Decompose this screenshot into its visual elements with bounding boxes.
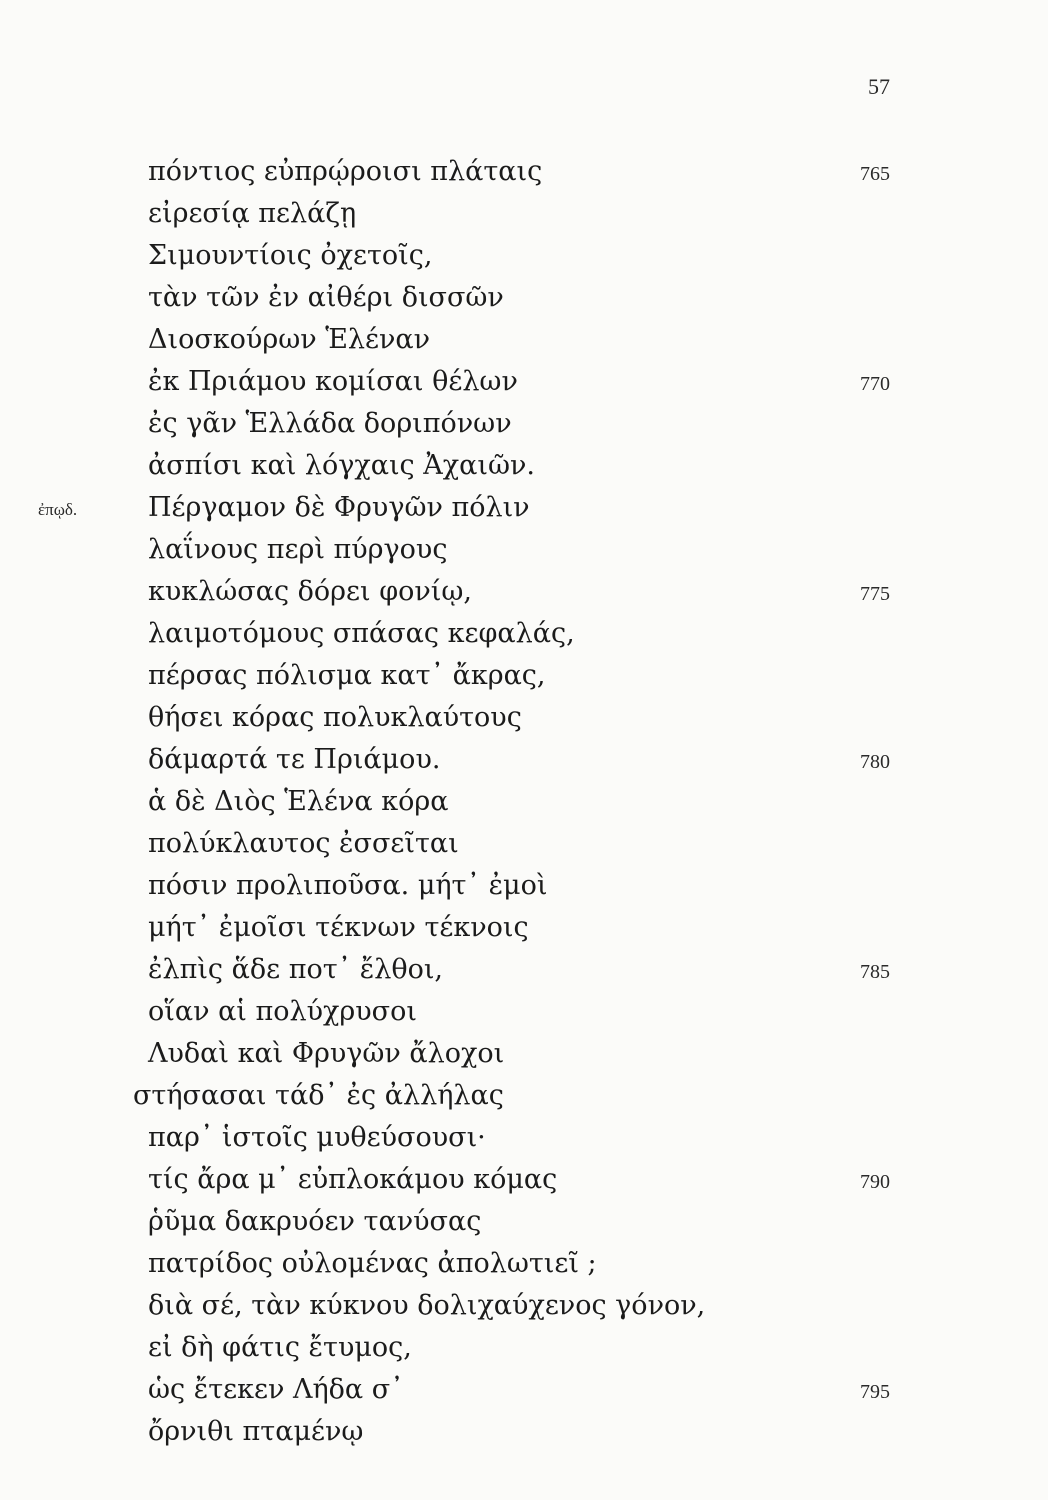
page-number: 57 [868, 74, 890, 99]
verse-line: Λυδαὶ καὶ Φρυγῶν ἄλοχοι [148, 1038, 505, 1069]
verse-line: πέρσας πόλισμα κατ᾽ ἄκρας, [148, 660, 546, 691]
section-label-epode: ἐπῳδ. [38, 500, 78, 519]
verse-line: ῥῦμα δακρυόεν τανύσας [148, 1206, 482, 1237]
verse-line: ἐκ Πριάμου κομίσαι θέλων [148, 366, 518, 397]
line-number: 775 [860, 583, 890, 605]
verse-line: θήσει κόρας πολυκλαύτους [148, 702, 522, 733]
verse-line: πατρίδος οὐλομένας ἀπολωτιεῖ ; [148, 1248, 597, 1279]
verse-line: εἰ δὴ φάτις ἔτυμος, [148, 1332, 412, 1363]
line-number: 770 [860, 373, 890, 395]
verse-line: ἐς γᾶν Ἑλλάδα δοριπόνων [148, 408, 512, 439]
verse-line: διὰ σέ, τὰν κύκνου δολιχαύχενος γόνον, [148, 1290, 706, 1321]
verse-line: πόσιν προλιποῦσα. μήτ᾽ ἐμοὶ [148, 870, 548, 901]
verse-line: δάμαρτά τε Πριάμου. [148, 744, 441, 775]
verse-line: ἀσπίσι καὶ λόγχαις Ἀχαιῶν. [148, 450, 535, 481]
line-number: 780 [860, 751, 890, 773]
verse-line: Πέργαμον δὲ Φρυγῶν πόλιν [148, 492, 530, 523]
verse-line: ὄρνιθι πταμένῳ [148, 1416, 364, 1447]
verse-line: οἵαν αἱ πολύχρυσοι [148, 996, 417, 1027]
line-number: 790 [860, 1171, 890, 1193]
verse-line: ἐλπὶς ἅδε ποτ᾽ ἔλθοι, [148, 954, 443, 985]
verse-line: στήσασαι τάδ᾽ ἐς ἀλλήλας [133, 1080, 504, 1111]
verse-line: ὡς ἔτεκεν Λήδα σ᾽ [148, 1374, 404, 1405]
verse-line: Διοσκούρων Ἑλέναν [148, 324, 431, 355]
verse-line: μήτ᾽ ἐμοῖσι τέκνων τέκνοις [148, 912, 529, 943]
verse-line: τίς ἄρα μ᾽ εὐπλοκάμου κόμας [148, 1164, 558, 1195]
verse-line: κυκλώσας δόρει φονίῳ, [148, 576, 472, 607]
line-number: 765 [860, 163, 890, 185]
verse-line: παρ᾽ ἱστοῖς μυθεύσουσι· [148, 1122, 486, 1153]
verse-line: λαιμοτόμους σπάσας κεφαλάς, [148, 618, 575, 649]
verse-line: Σιμουντίοις ὀχετοῖς, [148, 240, 433, 271]
verse-line: λαΐνους περὶ πύργους [148, 534, 448, 565]
verse-line: ἁ δὲ Διὸς Ἑλένα κόρα [148, 786, 449, 817]
verse-line: εἰρεσίᾳ πελάζῃ [148, 198, 357, 229]
verse-line: πόντιος εὐπρῴροισι πλάταις [148, 156, 543, 187]
verse-line: πολύκλαυτος ἐσσεῖται [148, 828, 459, 859]
line-number: 785 [860, 961, 890, 983]
line-number: 795 [860, 1381, 890, 1403]
verse-line: τὰν τῶν ἐν αἰθέρι δισσῶν [148, 282, 504, 313]
